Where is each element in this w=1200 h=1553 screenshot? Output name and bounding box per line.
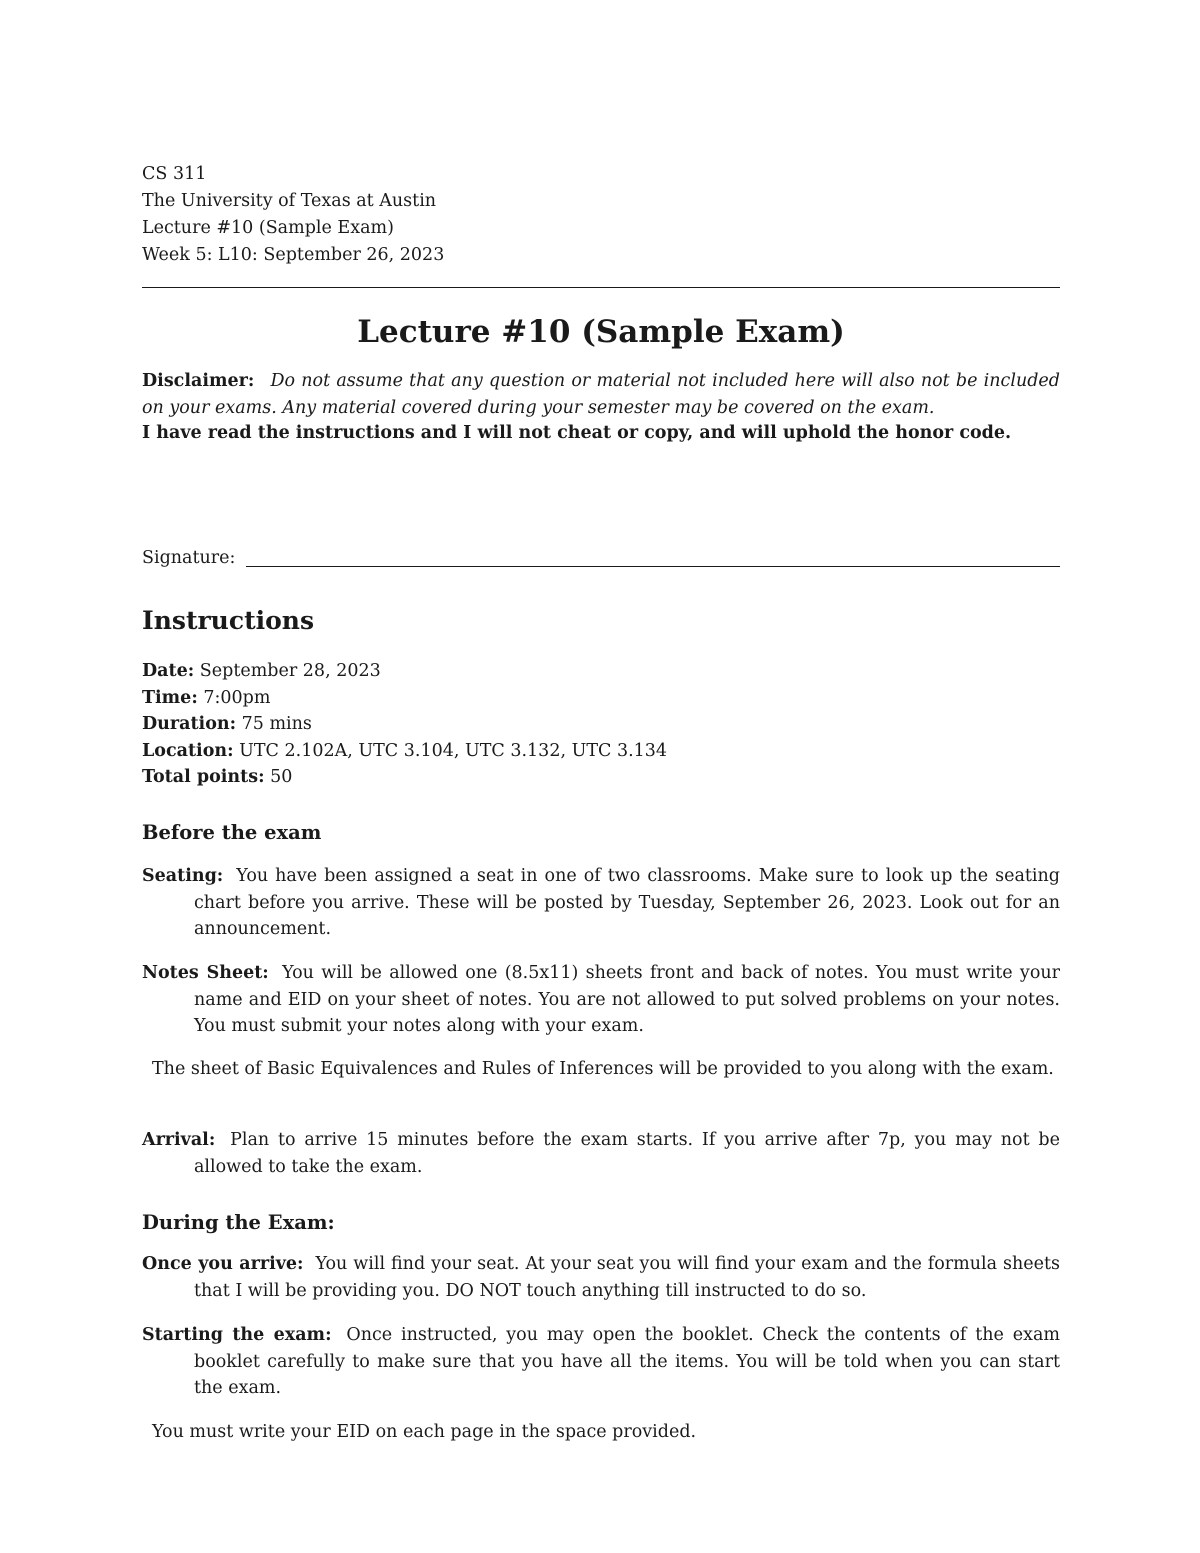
points-row xyxy=(142,764,667,791)
date-value: September 28, 2023 xyxy=(199,661,381,681)
notes-label: Notes Sheet: xyxy=(142,963,269,983)
lecture-name: Lecture #10 (Sample Exam) xyxy=(142,218,394,238)
starting-exam-item xyxy=(142,1322,1060,1402)
instructions-heading: Instructions xyxy=(142,606,315,635)
date-row xyxy=(142,658,667,685)
time-value: 7:00pm xyxy=(203,687,271,708)
disclaimer xyxy=(142,368,1060,421)
points-label: Total points: xyxy=(142,767,265,788)
before-exam-heading: Before the exam xyxy=(142,821,322,844)
page-title: Lecture #10 (Sample Exam) xyxy=(357,314,845,350)
duration-row xyxy=(142,711,667,738)
seating-label: Seating: xyxy=(142,866,224,886)
once-arrive-label: Once you arrive: xyxy=(142,1254,304,1274)
arrival-text: Plan to arrive 15 minutes before the exam starts. If you arrive after 7p, you may not be allowed to take the exam. xyxy=(194,1130,1060,1177)
course-header xyxy=(142,161,444,269)
location-row xyxy=(142,738,667,765)
location-label: Location: xyxy=(142,740,234,761)
exam-details xyxy=(142,658,667,791)
duration-label: Duration: xyxy=(142,714,237,735)
once-arrive-text: You will find your seat. At your seat you will find your exam and the formula sheets that I will be providing you. DO NOT touch anything till instructed to do so. xyxy=(194,1254,1060,1301)
signature-line[interactable] xyxy=(246,566,1060,567)
disclaimer-label: Disclaimer: xyxy=(142,371,255,391)
starting-exam-text: Once instructed, you may open the booklet. Check the contents of the exam booklet carefully to make sure that you have all the items. You will be told when you can start the exam. xyxy=(194,1325,1060,1399)
university-name: The University of Texas at Austin xyxy=(142,191,437,211)
date-label: Date: xyxy=(142,661,195,681)
honor-statement: I have read the instructions and I will not cheat or copy, and will uphold the honor code. xyxy=(142,423,1012,443)
time-row xyxy=(142,685,667,712)
time-label: Time: xyxy=(142,687,198,708)
location-value: UTC 2.102A, UTC 3.104, UTC 3.132, UTC 3.134 xyxy=(239,740,668,761)
formula-sheet-note: The sheet of Basic Equivalences and Rules of Inferences will be provided to you along with the exam. xyxy=(152,1059,1054,1079)
header-rule xyxy=(142,287,1060,288)
signature-label: Signature: xyxy=(142,548,236,568)
duration-value: 75 mins xyxy=(241,714,312,735)
course-code: CS 311 xyxy=(142,164,207,184)
eid-note: You must write your EID on each page in the space provided. xyxy=(152,1422,697,1442)
notes-sheet-item xyxy=(142,960,1060,1040)
arrival-item xyxy=(142,1127,1060,1180)
disclaimer-text: Do not assume that any question or material not included here will also not be included on your exams. Any material covered during your semester may be covered on the exam. xyxy=(142,371,1060,418)
during-exam-heading: During the Exam: xyxy=(142,1211,335,1234)
week-date: Week 5: L10: September 26, 2023 xyxy=(142,245,445,265)
points-value: 50 xyxy=(270,767,293,788)
seating-text: You have been assigned a seat in one of two classrooms. Make sure to look up the seating chart before you arrive. These will be posted by Tuesday, September 26, 2023. Look out for an announcement. xyxy=(194,866,1060,940)
arrival-label: Arrival: xyxy=(142,1130,216,1150)
notes-text: You will be allowed one (8.5x11) sheets front and back of notes. You must write your name and EID on your sheet of notes. You are not allowed to put solved problems on your notes. You must submit your notes along with your exam. xyxy=(194,963,1060,1037)
once-arrive-item xyxy=(142,1251,1060,1304)
starting-exam-label: Starting the exam: xyxy=(142,1325,332,1345)
seating-item xyxy=(142,863,1060,943)
